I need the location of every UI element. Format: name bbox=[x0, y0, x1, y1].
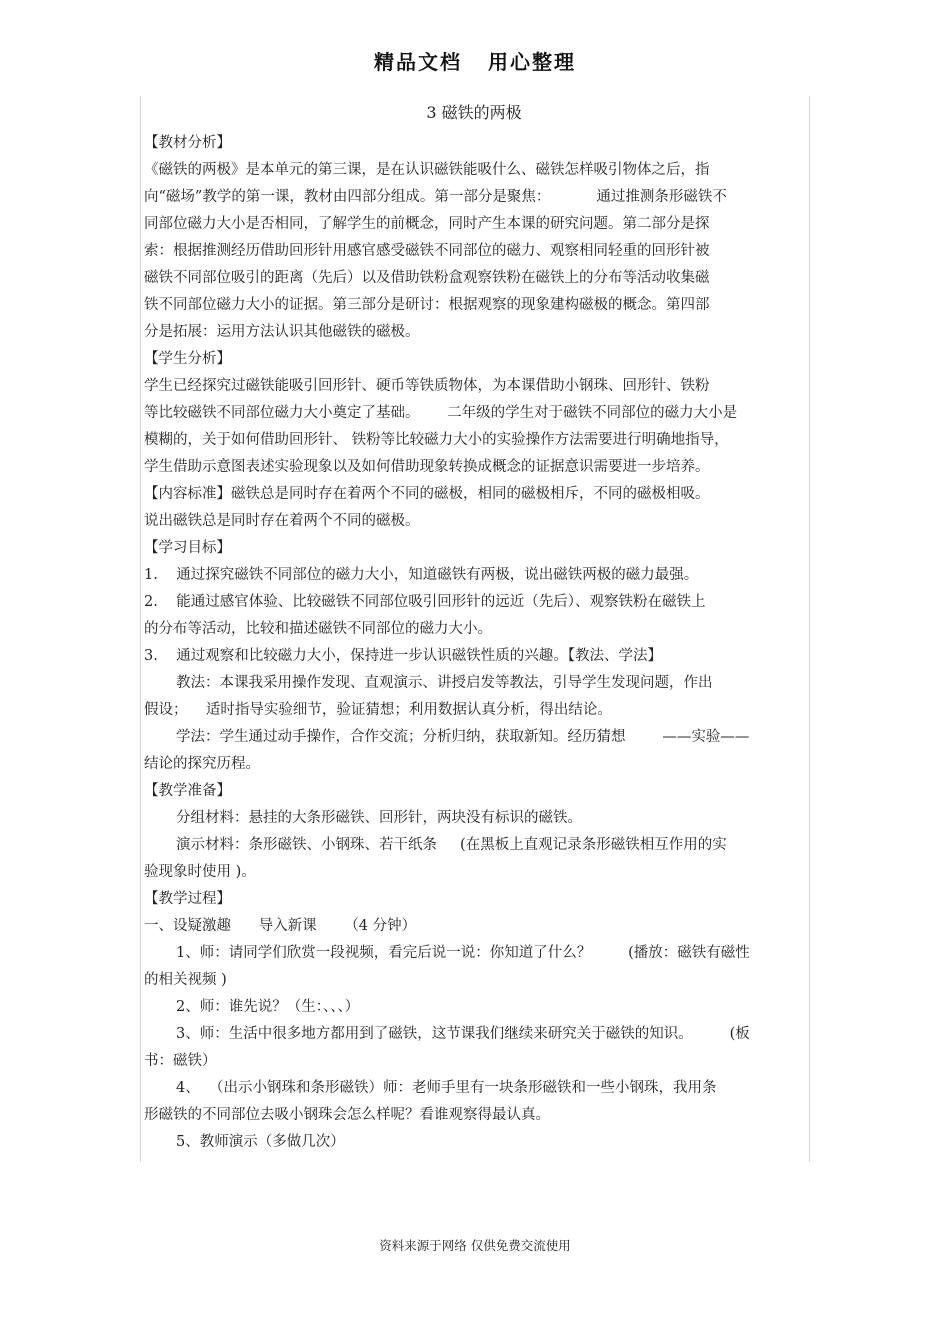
text-line: 3. 通过观察和比较磁力大小，保持进一步认识磁铁性质的兴趣。【教法、学法】 bbox=[144, 648, 663, 664]
text-line: 【教学过程】 bbox=[144, 891, 231, 907]
text-line: 教法：本课我采用操作发现、直观演示、讲授启发等教法，引导学生发现问题，作出 bbox=[176, 675, 713, 691]
text-line: 结论的探究历程。 bbox=[144, 756, 260, 772]
text-line: 5、教师演示（多做几次） bbox=[176, 1134, 345, 1150]
right-border-line bbox=[809, 96, 810, 1162]
text-line: 4、 （出示小钢珠和条形磁铁）师：老师手里有一块条形磁铁和一些小钢珠，我用条 bbox=[176, 1080, 717, 1096]
text-line: 向“磁场”教学的第一课，教材由四部分组成。第一部分是聚焦： 通过推测条形磁铁不 bbox=[144, 189, 727, 205]
text-line: 索：根据推测经历借助回形针用感官感受磁铁不同部位的磁力、观察相同轻重的回形针被 bbox=[144, 243, 710, 259]
text-line: 【内容标准】磁铁总是同时存在着两个不同的磁极，相同的磁极相斥，不同的磁极相吸。 bbox=[144, 486, 710, 502]
text-line: 磁铁不同部位吸引的距离（先后）以及借助铁粉盒观察铁粉在磁铁上的分布等活动收集磁 bbox=[144, 270, 710, 286]
text-line: 【教材分析】 bbox=[144, 135, 231, 151]
text-line: 验现象时使用 )。 bbox=[144, 864, 256, 880]
text-line: 1、师：请同学们欣赏一段视频，看完后说一说：你知道了什么？ (播放：磁铁有磁性 bbox=[176, 945, 750, 961]
header-left-text: 精品文档 bbox=[374, 50, 462, 74]
text-line: 1. 通过探究磁铁不同部位的磁力大小，知道磁铁有两极，说出磁铁两极的磁力最强。 bbox=[144, 567, 699, 583]
text-line: 分组材料：悬挂的大条形磁铁、回形针，两块没有标识的磁铁。 bbox=[176, 810, 582, 826]
document-body bbox=[144, 100, 808, 1156]
text-line: 分是拓展：运用方法认识其他磁铁的磁极。 bbox=[144, 324, 420, 340]
text-line: 的分布等活动，比较和描述磁铁不同部位的磁力大小。 bbox=[144, 621, 492, 637]
text-line: 等比较磁铁不同部位磁力大小奠定了基础。 二年级的学生对于磁铁不同部位的磁力大小是 bbox=[144, 405, 738, 421]
text-line: 形磁铁的不同部位去吸小钢珠会怎么样呢？看谁观察得最认真。 bbox=[144, 1107, 550, 1123]
text-line: 假设； 适时指导实验细节，验证猜想；利用数据认真分析，得出结论。 bbox=[144, 702, 612, 718]
text-line: 说出磁铁总是同时存在着两个不同的磁极。 bbox=[144, 513, 420, 529]
text-line: 同部位磁力大小是否相同，了解学生的前概念，同时产生本课的研究问题。第二部分是探 bbox=[144, 216, 710, 232]
text-line: 3、师：生活中很多地方都用到了磁铁，这节课我们继续来研究关于磁铁的知识。 (板 bbox=[176, 1026, 750, 1042]
text-line: 的相关视频 ) bbox=[144, 972, 227, 988]
lesson-title: 3 磁铁的两极 bbox=[426, 103, 522, 122]
text-line: 铁不同部位磁力大小的证据。第三部分是研讨：根据观察的现象建构磁极的概念。第四部 bbox=[144, 297, 710, 313]
left-border-line bbox=[140, 96, 141, 1162]
text-line: 【学生分析】 bbox=[144, 351, 231, 367]
text-line: 学生借助示意图表述实验现象以及如何借助现象转换成概念的证据意识需要进一步培养。 bbox=[144, 459, 710, 475]
text-line: 【学习目标】 bbox=[144, 540, 231, 556]
text-line: 【教学准备】 bbox=[144, 783, 231, 799]
text-line: 学法：学生通过动手操作，合作交流；分析归纳，获取新知。经历猜想 ——实验—— bbox=[176, 729, 750, 745]
text-line: 学生已经探究过磁铁能吸引回形针、硬币等铁质物体，为本课借助小钢珠、回形针、铁粉 bbox=[144, 378, 710, 394]
text-line: 一、设疑激趣 导入新课 （4 分钟） bbox=[144, 918, 417, 934]
text-line: 2. 能通过感官体验、比较磁铁不同部位吸引回形针的远近（先后）、观察铁粉在磁铁上 bbox=[144, 594, 706, 610]
text-line: 书：磁铁） bbox=[144, 1053, 217, 1069]
text-line: 演示材料：条形磁铁、小钢珠、若干纸条 (在黑板上直观记录条形磁铁相互作用的实 bbox=[176, 837, 727, 853]
body-lines bbox=[144, 130, 808, 1156]
text-line: 《磁铁的两极》是本单元的第三课，是在认识磁铁能吸什么、磁铁怎样吸引物体之后，指 bbox=[144, 162, 710, 178]
header-right-text: 用心整理 bbox=[488, 50, 576, 74]
page-footer: 资料来源于网络 仅供免费交流使用 bbox=[379, 1238, 571, 1253]
page-header bbox=[0, 46, 950, 75]
text-line: 模糊的，关于如何借助回形针、 铁粉等比较磁力大小的实验操作方法需要进行明确地指导， bbox=[144, 432, 729, 448]
text-line: 2、师：谁先说？（生：、、、） bbox=[176, 999, 360, 1015]
